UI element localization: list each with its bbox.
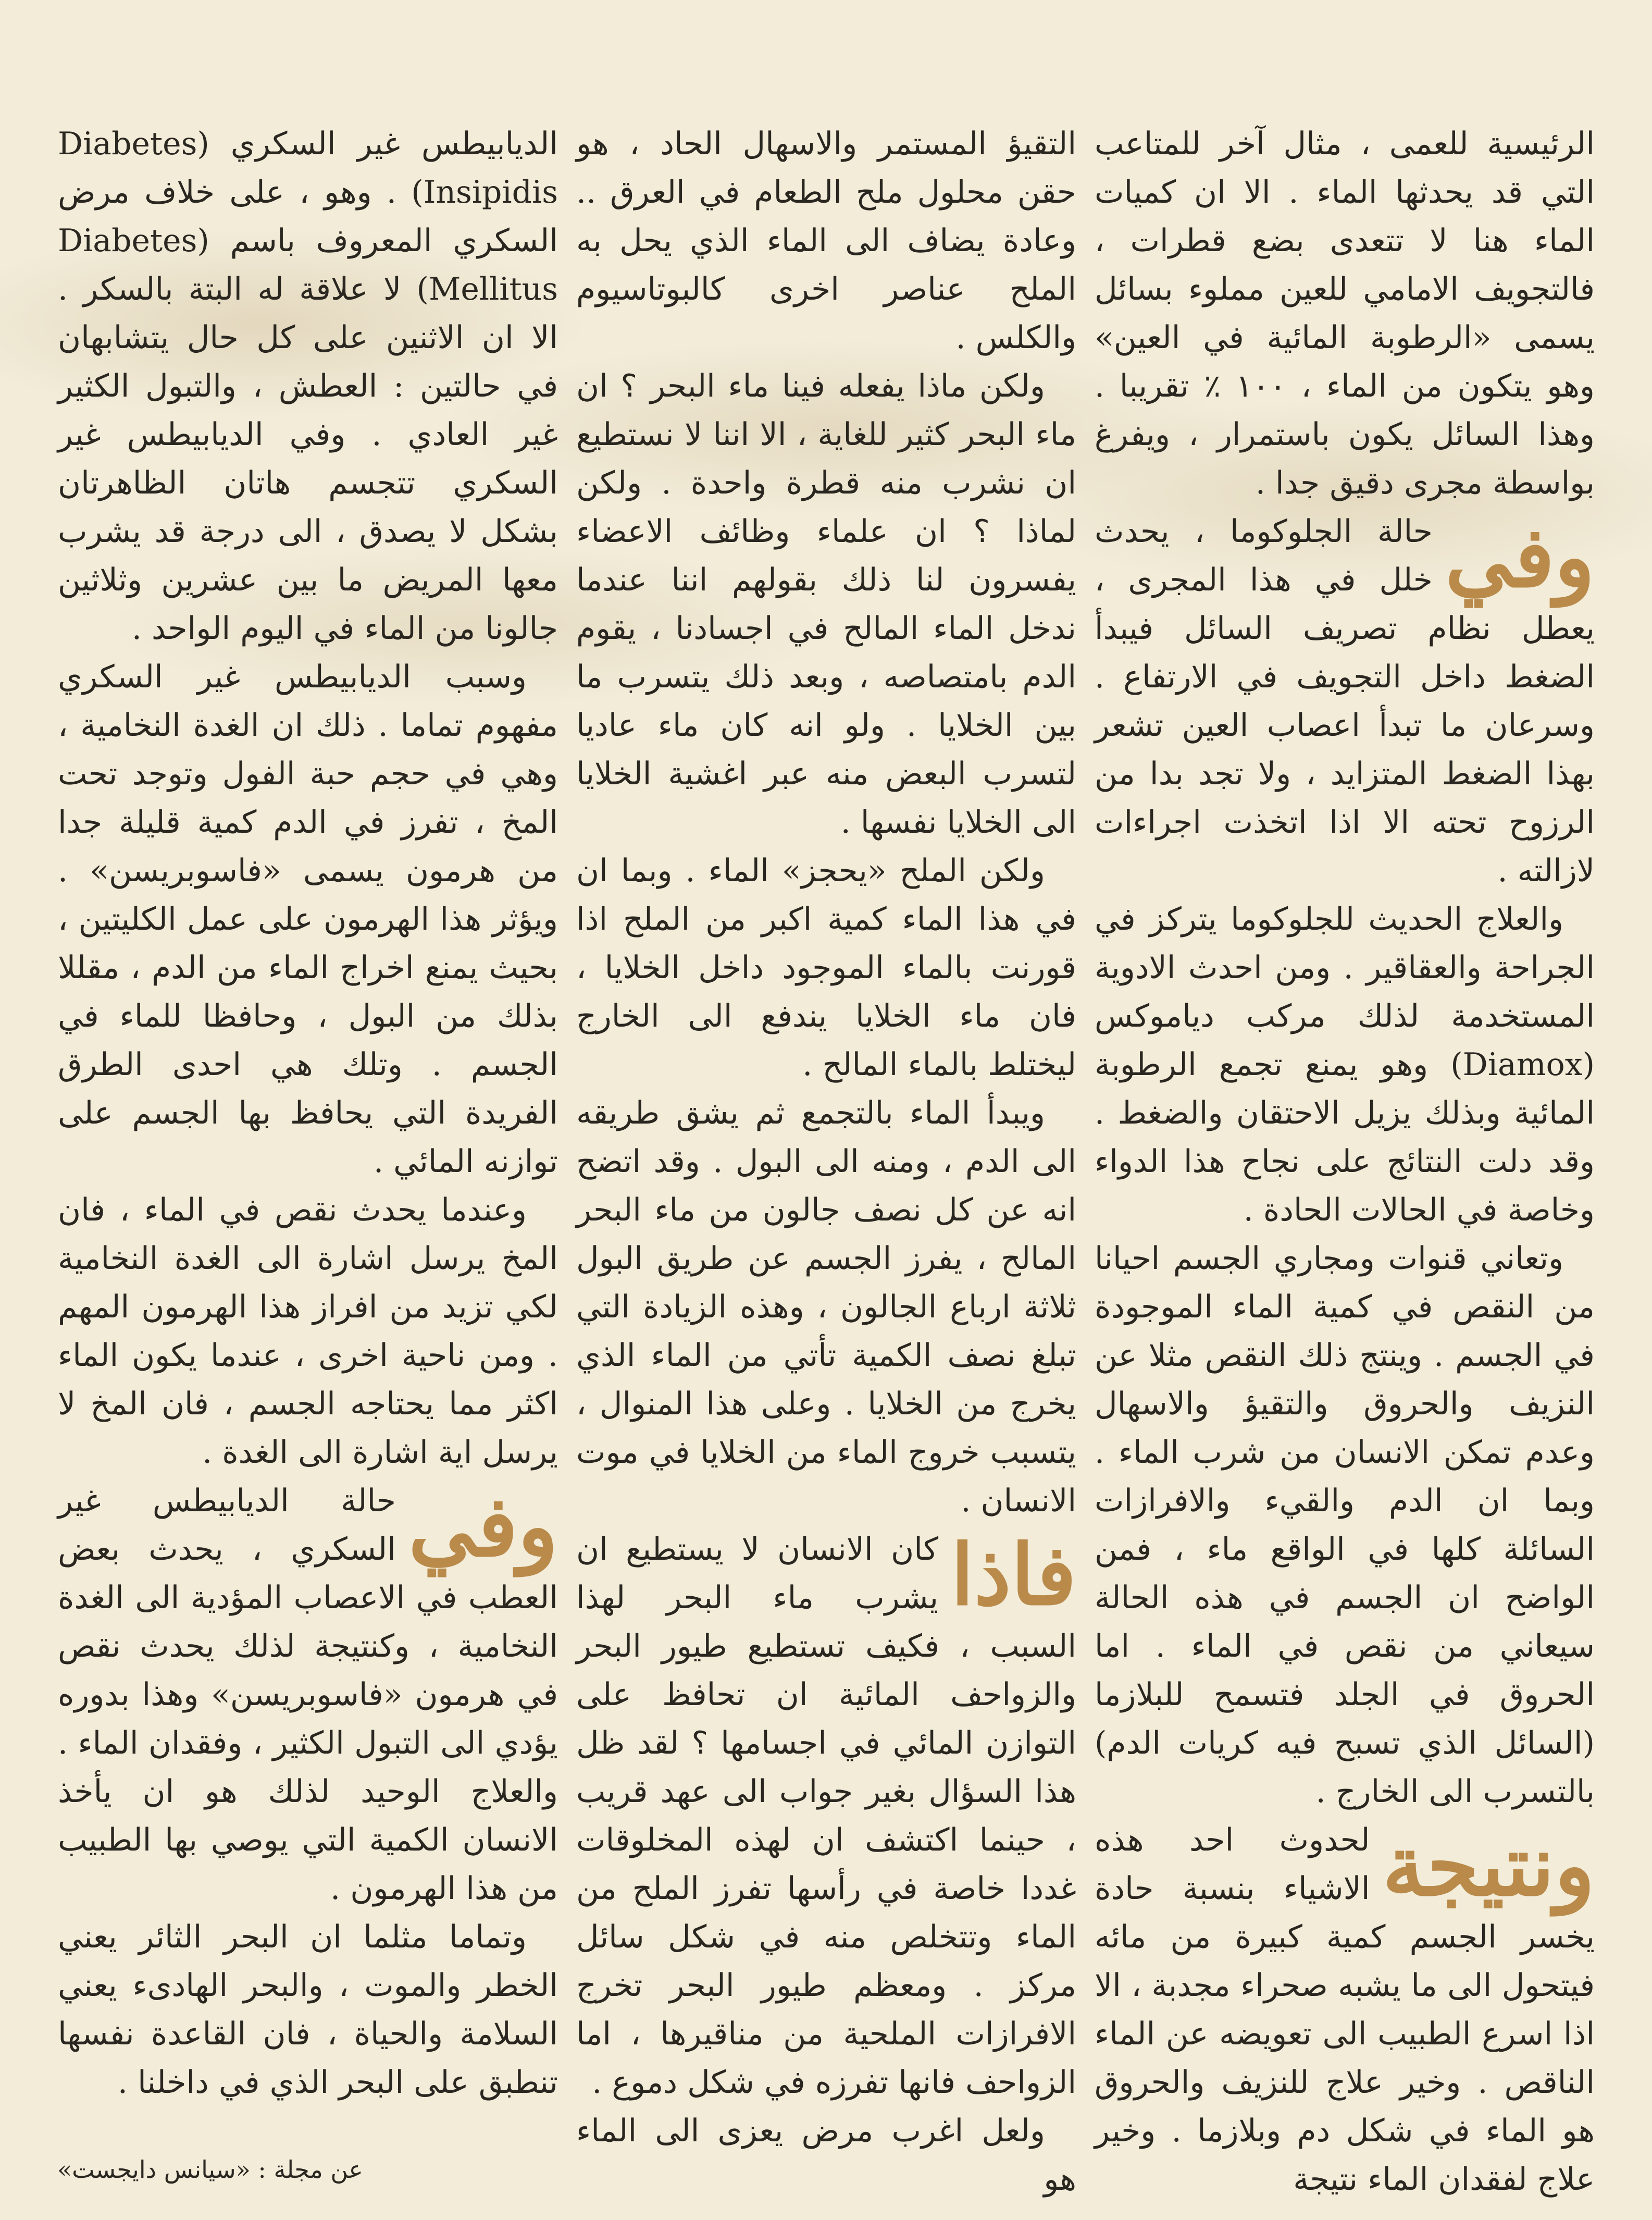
drop-heading: فاذا [951,1526,1076,1624]
article-column-right [1095,120,1595,2198]
drop-heading: وفي [1445,508,1595,606]
drop-heading: وفي [408,1477,558,1575]
paragraph: كان الانسان لا يستطيع ان يشرب ماء البحر لهذا السبب ، فكيف تستطيع طيور البحر والزواحف المائية ان تحافظ على التوازن المائي في اجسامها ؟ لقد ظل هذا السؤال بغير جواب الى عهد قريب ، حينما اكتشف ان لهذه المخلوقات غددا خاصة في رأسها تفرز الملح من الماء وتتخلص منه في شكل سائل مركز . ومعظم طيور البحر تخرج الافرازات الملحية من مناقيرها ، اما الزواحف فانها تفرزه في شكل دموع . [576,1531,1076,2101]
paragraph: وسبب الديابيطس غير السكري مفهوم تماما . ذلك ان الغدة النخامية ، وهي في حجم حبة الفول وتوجد تحت المخ ، تفرز في الدم كمية قليلة جدا من هرمون يسمى «فاسوبريسن» . ويؤثر هذا الهرمون على عمل الكليتين ، بحيث يمنع اخراج الماء من الدم ، مقللا بذلك من البول ، وحافظا للماء في الجسم . وتلك هي احدى الطرق الفريدة التي يحافظ بها الجسم على توازنه المائي . [58,659,558,1180]
paragraph: الديابيطس غير السكري (Diabetes Insipidis) . وهو ، على خلاف مرض السكري المعروف باسم (Diabetes Mellitus) لا علاقة له البتة بالسكر . الا ان الاثنين على كل حال يتشابهان في حالتين : العطش ، والتبول الكثير غير العادي . وفي الديابيطس غير السكري تتجسم هاتان الظاهرتان بشكل لا يصدق ، الى درجة قد يشرب معها المريض ما بين عشرين وثلاثين جالونا من الماء في اليوم الواحد . [58,126,558,647]
paragraph: وعندما يحدث نقص في الماء ، فان المخ يرسل اشارة الى الغدة النخامية لكي تزيد من افراز هذا الهرمون المهم . ومن ناحية اخرى ، عندما يكون الماء اكثر مما يحتاجه الجسم ، فان المخ لا يرسل اية اشارة الى الغدة . [58,1192,558,1471]
paragraph: التقيؤ المستمر والاسهال الحاد ، هو حقن محلول ملح الطعام في العرق .. وعادة يضاف الى الماء الذي يحل به الملح عناصر اخرى كالبوتاسيوم والكلس . [576,126,1076,356]
paragraph: حالة الجلوكوما ، يحدث خلل في هذا المجرى ، يعطل نظام تصريف السائل فيبدأ الضغط داخل التجويف في الارتفاع . وسرعان ما تبدأ اعصاب العين تشعر بهذا الضغط المتزايد ، ولا تجد بدا من الرزوح تحته الا اذا اتخذت اجراءات لازالته . [1095,513,1595,889]
article-column-left [58,120,558,2142]
paragraph: حالة الديابيطس غير السكري ، يحدث بعض العطب في الاعصاب المؤدية الى الغدة النخامية ، وكنتيجة لذلك يحدث نقص في هرمون «فاسوبريسن» وهذا بدوره يؤدي الى التبول الكثير ، وفقدان الماء . والعلاج الوحيد لذلك هو ان يأخذ الانسان الكمية التي يوصي بها الطبيب من هذا الهرمون . [58,1483,558,1907]
article-column-middle [576,120,1076,2198]
paragraph: وتماما مثلما ان البحر الثائر يعني الخطر والموت ، والبحر الهادىء يعني السلامة والحياة ، فان القاعدة نفسها تنطبق على البحر الذي في داخلنا . [58,1919,558,2101]
paragraph: وتعاني قنوات ومجاري الجسم احيانا من النقص في كمية الماء الموجودة في الجسم . وينتج ذلك النقص مثلا عن النزيف والحروق والتقيؤ والاسهال وعدم تمكن الانسان من شرب الماء . وبما ان الدم والقيء والافرازات السائلة كلها في الواقع ماء ، فمن الواضح ان الجسم في هذه الحالة سيعاني من نقص في الماء . اما الحروق في الجلد فتسمح للبلازما (السائل الذي تسبح فيه كريات الدم) بالتسرب الى الخارج . [1095,1240,1595,1810]
paragraph: ولكن الملح «يحجز» الماء . وبما ان في هذا الماء كمية اكبر من الملح اذا قورنت بالماء الموجود داخل الخلايا ، فان ماء الخلايا يندفع الى الخارج ليختلط بالماء المالح . [576,853,1076,1083]
paragraph: ويبدأ الماء بالتجمع ثم يشق طريقه الى الدم ، ومنه الى البول . وقد اتضح انه عن كل نصف جالون من ماء البحر المالح ، يفرز الجسم عن طريق البول ثلاثة ارباع الجالون ، وهذه الزيادة التي تبلغ نصف الكمية تأتي من الماء الذي يخرج من الخلايا . وعلى هذا المنوال ، يتسبب خروج الماء من الخلايا في موت الانسان . [576,1095,1076,1519]
paragraph: والعلاج الحديث للجلوكوما يتركز في الجراحة والعقاقير . ومن احدث الادوية المستخدمة لذلك مركب دياموكس (Diamox) وهو يمنع تجمع الرطوبة المائية وبذلك يزيل الاحتقان والضغط . وقد دلت النتائج على نجاح هذا الدواء وخاصة في الحالات الحادة . [1095,901,1595,1228]
paragraph: ولكن ماذا يفعله فينا ماء البحر ؟ ان ماء البحر كثير للغاية ، الا اننا لا نستطيع ان نشرب منه قطرة واحدة . ولكن لماذا ؟ ان علماء وظائف الاعضاء يفسرون لنا ذلك بقولهم اننا عندما ندخل الماء المالح في اجسادنا ، يقوم الدم بامتصاصه ، وبعد ذلك يتسرب ما بين الخلايا . ولو انه كان ماء عاديا لتسرب البعض منه عبر اغشية الخلايا الى الخلايا نفسها . [576,368,1076,841]
paragraph: ولعل اغرب مرض يعزى الى الماء هو [576,2113,1076,2198]
source-credit: عن مجلة : «سيانس دايجست» [57,2155,363,2184]
drop-heading: ونتيجة [1382,1817,1595,1915]
paragraph: لحدوث احد هذه الاشياء بنسبة حادة يخسر الجسم كمية كبيرة من مائه فيتحول الى ما يشبه صحراء مجدبة ، الا اذا اسرع الطبيب الى تعويضه عن الماء الناقص . وخير علاج للنزيف والحروق هو الماء في شكل دم وبلازما . وخير علاج لفقدان الماء نتيجة [1095,1822,1595,2198]
paragraph: الرئيسية للعمى ، مثال آخر للمتاعب التي قد يحدثها الماء . الا ان كميات الماء هنا لا تتعدى بضع قطرات ، فالتجويف الامامي للعين مملوء بسائل يسمى «الرطوبة المائية في العين» وهو يتكون من الماء ، ١٠٠ ٪ تقريبا . وهذا السائل يكون باستمرار ، ويفرغ بواسطة مجرى دقيق جدا . [1095,126,1595,501]
